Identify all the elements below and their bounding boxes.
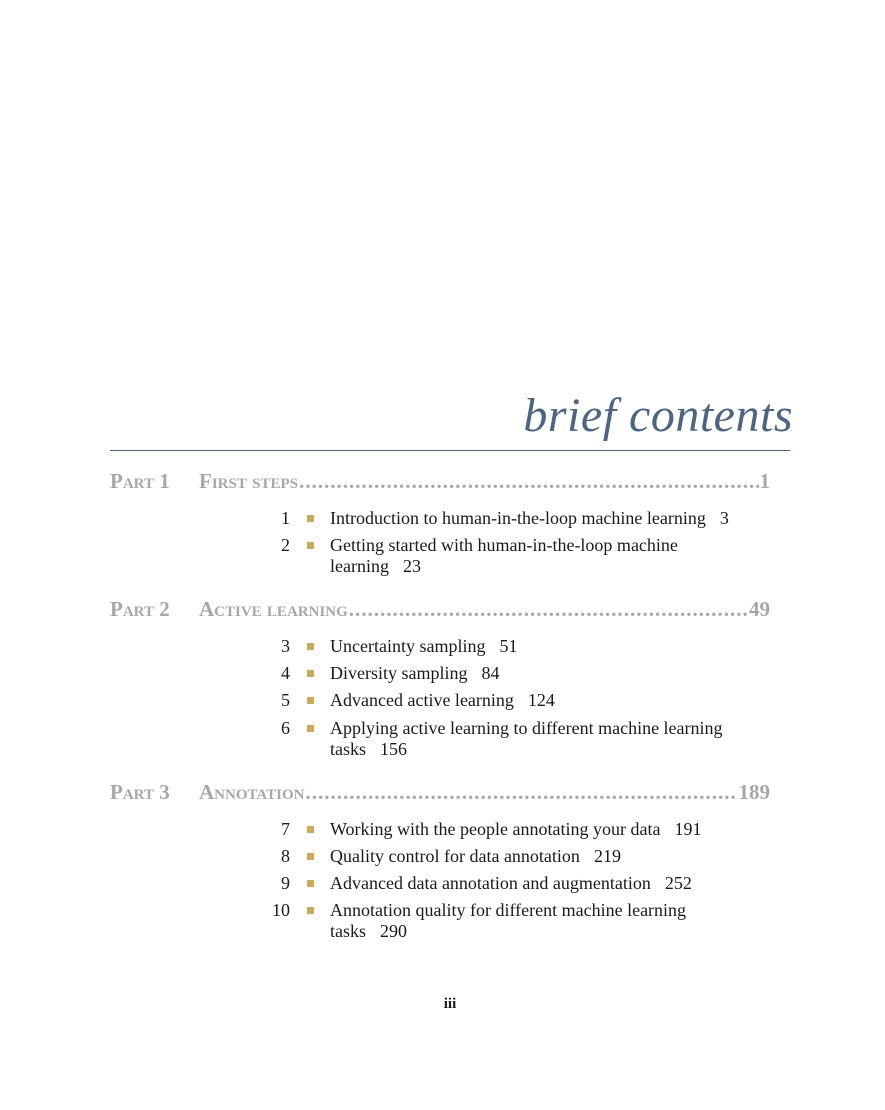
square-bullet-icon bbox=[290, 819, 330, 840]
part-page-number: 1 bbox=[759, 469, 770, 493]
chapter-entry[interactable] bbox=[262, 663, 792, 684]
part-title: Active learning bbox=[199, 597, 348, 621]
chapter-number: 9 bbox=[281, 873, 290, 893]
square-bullet-icon bbox=[290, 663, 330, 684]
chapter-text bbox=[330, 819, 770, 840]
chapter-number: 4 bbox=[281, 663, 290, 683]
part-label: Part 2 bbox=[110, 597, 170, 621]
chapter-page-number: 51 bbox=[499, 636, 518, 656]
chapter-entry[interactable] bbox=[262, 873, 792, 894]
chapter-text bbox=[330, 508, 790, 529]
part-title: First steps bbox=[199, 469, 298, 493]
part-1-entry[interactable] bbox=[110, 469, 770, 495]
chapter-title: Getting started with human-in-the-loop machine learning bbox=[330, 535, 678, 576]
chapter-number: 1 bbox=[281, 508, 290, 528]
chapter-text bbox=[330, 846, 770, 867]
chapter-title: Introduction to human-in-the-loop machine learning bbox=[330, 508, 706, 528]
square-bullet-icon bbox=[290, 508, 330, 529]
chapter-page-number: 252 bbox=[664, 873, 692, 893]
heading-rule bbox=[110, 450, 790, 451]
chapter-text bbox=[330, 535, 730, 577]
chapter-number: 3 bbox=[281, 636, 290, 656]
chapter-page-number: 23 bbox=[402, 556, 421, 576]
chapter-number: 7 bbox=[281, 819, 290, 839]
square-bullet-icon bbox=[290, 690, 330, 711]
part-label: Part 3 bbox=[110, 780, 170, 804]
dot-leader bbox=[305, 780, 737, 805]
chapter-text bbox=[330, 873, 770, 894]
dot-leader bbox=[299, 469, 759, 494]
chapter-text bbox=[330, 900, 740, 942]
chapter-number: 2 bbox=[281, 535, 290, 555]
chapter-text bbox=[330, 663, 770, 684]
chapter-page-number: 156 bbox=[380, 739, 407, 759]
chapter-entry[interactable] bbox=[262, 508, 792, 529]
chapter-entry[interactable] bbox=[262, 846, 792, 867]
square-bullet-icon bbox=[290, 873, 330, 894]
chapter-entry[interactable] bbox=[262, 718, 792, 760]
square-bullet-icon bbox=[290, 535, 330, 577]
chapter-number: 6 bbox=[281, 718, 290, 738]
square-bullet-icon bbox=[290, 718, 330, 760]
part-title: Annotation bbox=[199, 780, 305, 804]
chapter-title: Quality control for data annotation bbox=[330, 846, 580, 866]
chapter-page-number: 124 bbox=[527, 690, 555, 710]
chapter-text bbox=[330, 636, 770, 657]
chapter-title: Applying active learning to different machine learning tasks bbox=[330, 718, 723, 759]
chapter-number: 10 bbox=[272, 900, 290, 920]
chapter-entry[interactable] bbox=[262, 535, 792, 577]
chapter-text bbox=[330, 690, 770, 711]
chapter-page-number: 219 bbox=[593, 846, 621, 866]
chapter-title: Diversity sampling bbox=[330, 663, 468, 683]
chapter-title: Uncertainty sampling bbox=[330, 636, 486, 656]
chapter-page-number: 3 bbox=[719, 508, 729, 528]
part-3-entry[interactable] bbox=[110, 780, 770, 806]
chapter-title: Annotation quality for different machine learning tasks bbox=[330, 900, 687, 941]
chapter-entry[interactable] bbox=[262, 690, 792, 711]
part-label: Part 1 bbox=[110, 469, 170, 493]
square-bullet-icon bbox=[290, 900, 330, 942]
chapter-entry[interactable] bbox=[262, 819, 792, 840]
chapter-page-number: 84 bbox=[481, 663, 500, 683]
part-page-number: 49 bbox=[749, 597, 770, 621]
chapter-text bbox=[330, 718, 780, 760]
page-folio: iii bbox=[443, 996, 457, 1012]
chapter-title: Advanced active learning bbox=[330, 690, 514, 710]
chapter-number: 5 bbox=[281, 690, 290, 710]
chapter-entry[interactable] bbox=[262, 900, 792, 942]
chapter-page-number: 290 bbox=[380, 921, 407, 941]
chapter-title: Working with the people annotating your data bbox=[330, 819, 661, 839]
chapter-page-number: 191 bbox=[674, 819, 702, 839]
square-bullet-icon bbox=[290, 636, 330, 657]
dot-leader bbox=[349, 597, 748, 622]
chapter-title: Advanced data annotation and augmentation bbox=[330, 873, 651, 893]
chapter-entry[interactable] bbox=[262, 636, 792, 657]
square-bullet-icon bbox=[290, 846, 330, 867]
chapter-number: 8 bbox=[281, 846, 290, 866]
page-heading: brief contents bbox=[523, 389, 793, 442]
part-page-number: 189 bbox=[738, 780, 770, 804]
part-2-entry[interactable] bbox=[110, 597, 770, 623]
